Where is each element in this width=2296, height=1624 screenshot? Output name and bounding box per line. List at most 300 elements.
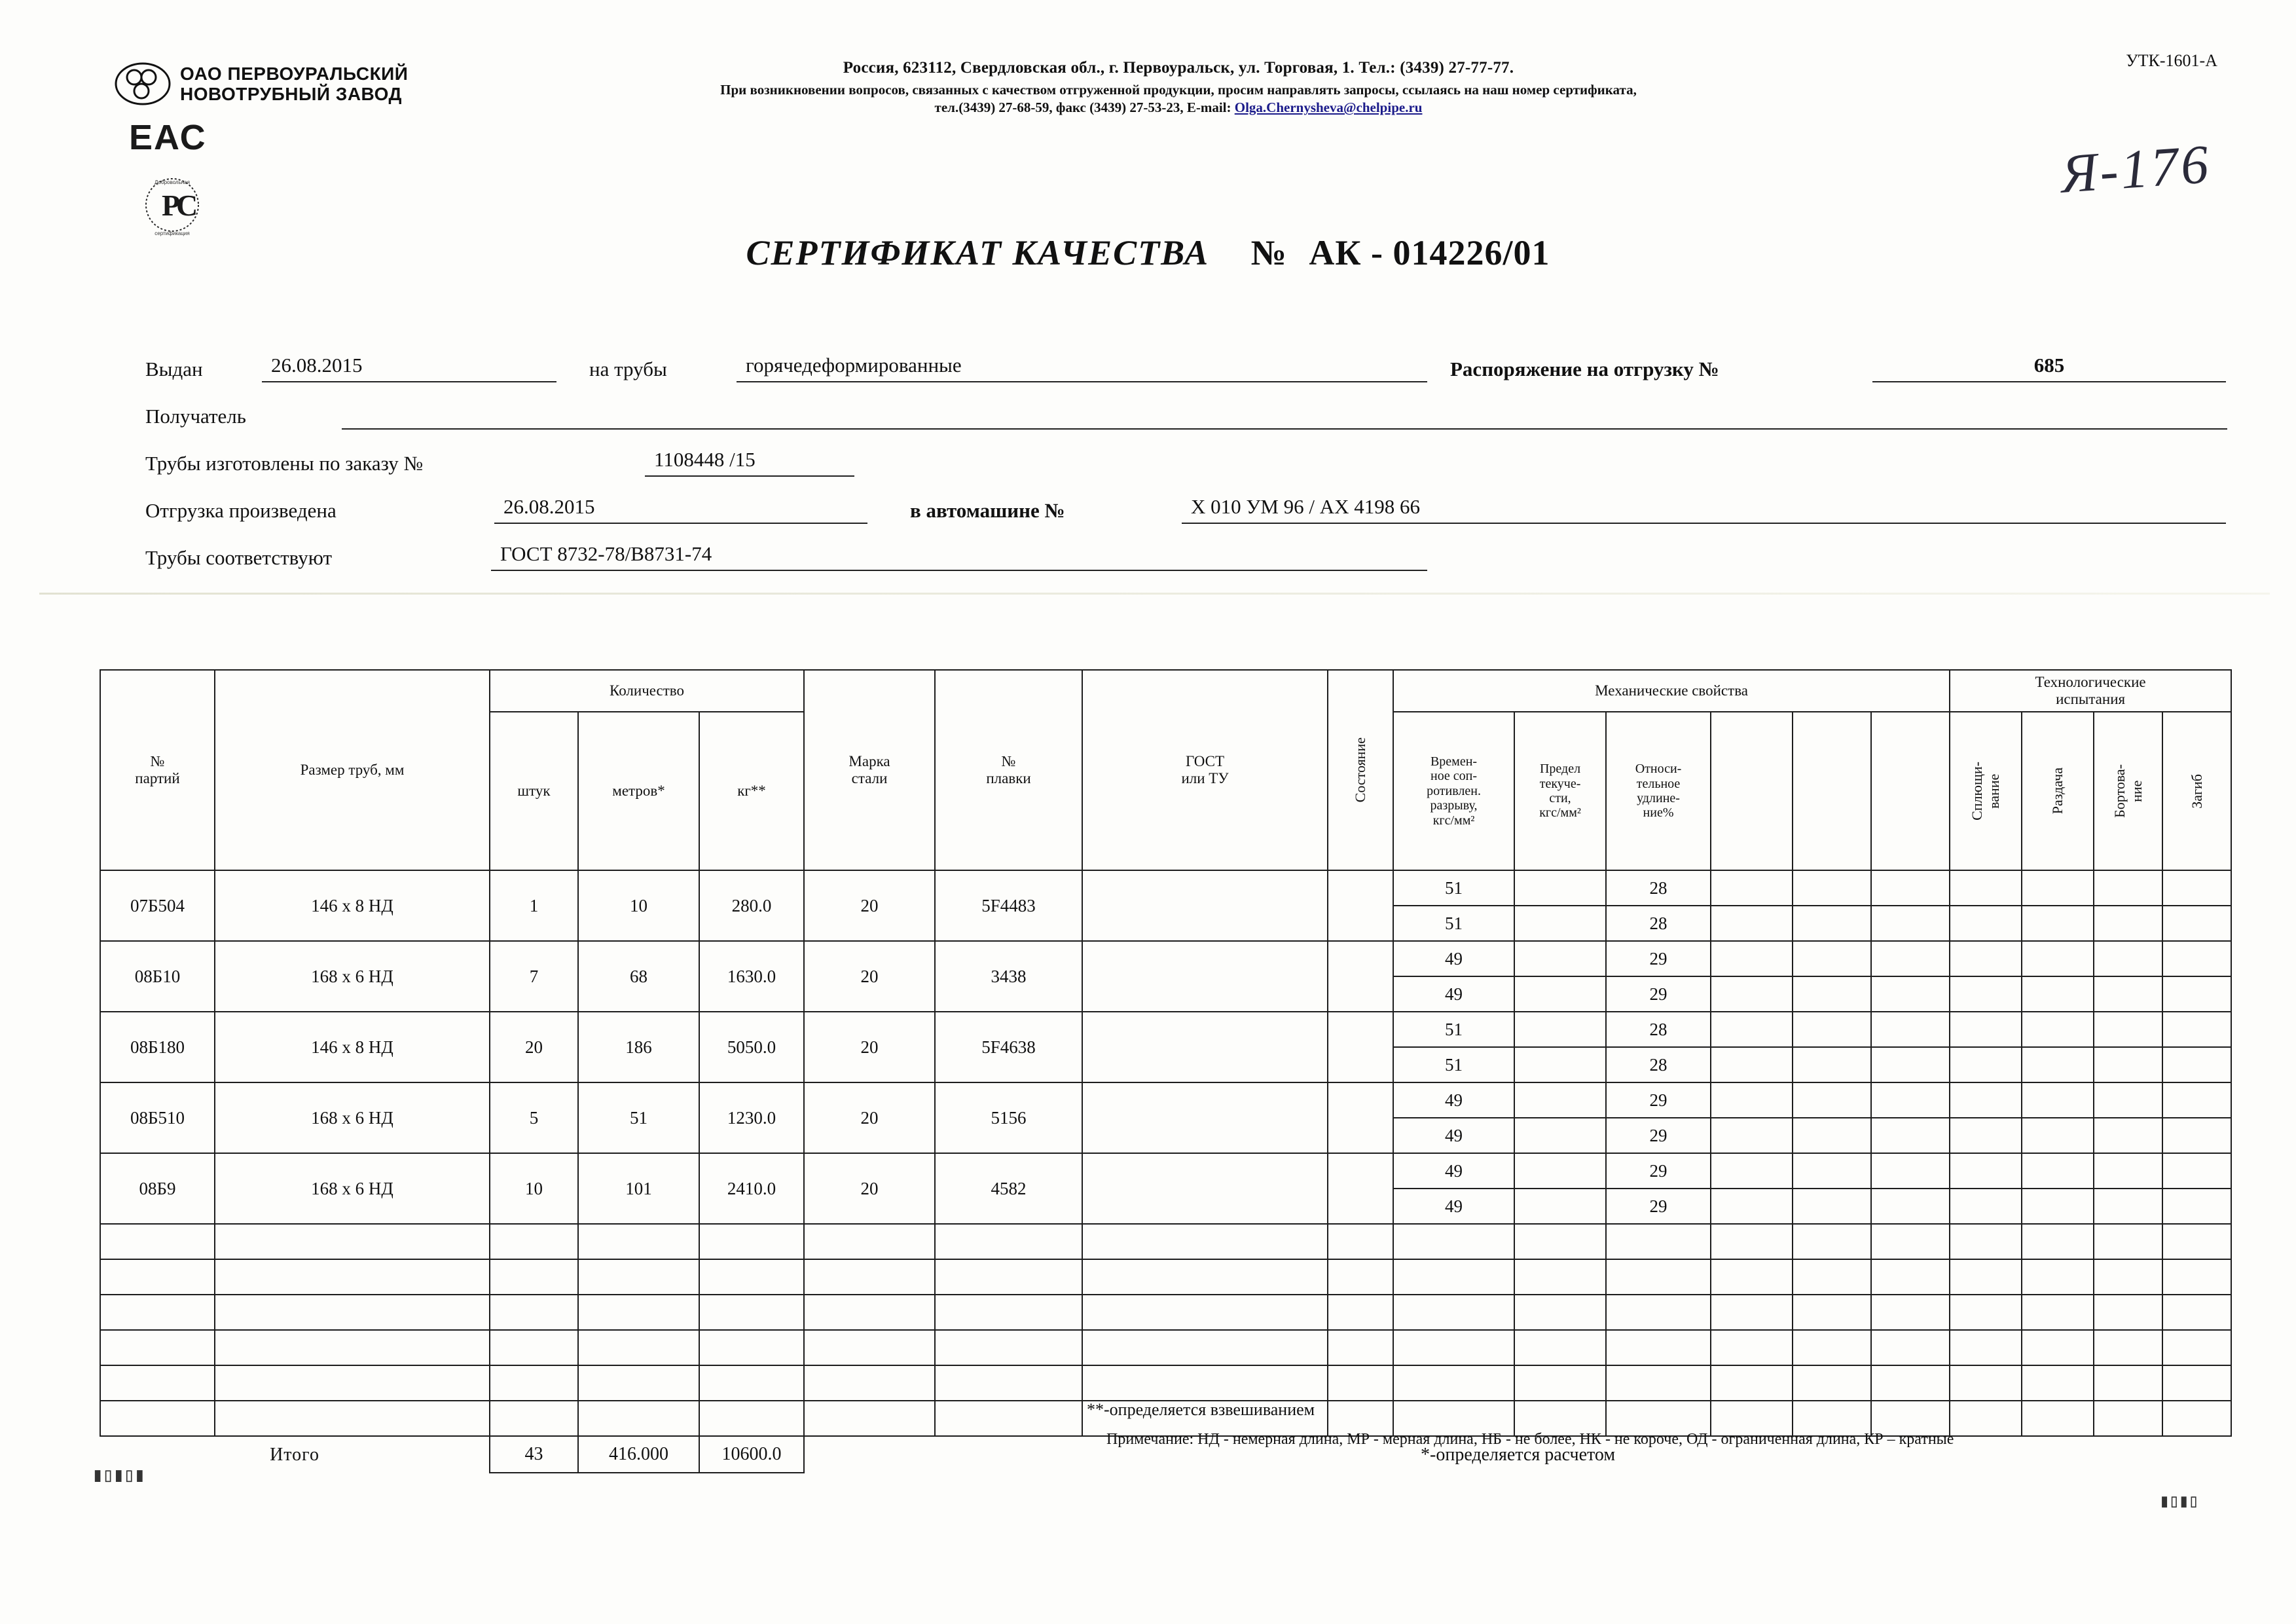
col-header-flanging-text: Бортова- ние (2111, 764, 2145, 818)
cell-empty (1328, 1295, 1393, 1330)
table-empty-row (100, 1224, 2231, 1259)
cell-empty (2094, 1330, 2162, 1365)
cell-flattening (1950, 1118, 2022, 1153)
cell-empty (1328, 1224, 1393, 1259)
cell-empty (2022, 1365, 2094, 1401)
cell-yield (1514, 906, 1606, 941)
cell-heat: 3438 (935, 941, 1082, 1012)
col-header-gost-l1: ГОСТ (1186, 752, 1225, 769)
cell-size: 146 х 8 НД (215, 1012, 490, 1082)
cell-extra-3 (1871, 906, 1950, 941)
cell-empty (699, 1259, 804, 1295)
cell-elongation: 29 (1606, 941, 1711, 976)
cell-empty (935, 1401, 1082, 1436)
col-header-expansion-text: Раздача (2049, 767, 2066, 815)
cell-empty (2022, 1295, 2094, 1330)
cell-pieces: 1 (490, 870, 578, 941)
form-row-receiver (0, 401, 2296, 448)
cell-extra-2 (1793, 1153, 1871, 1189)
cell-bending (2162, 1153, 2231, 1189)
col-header-tensile-l5: кгс/мм² (1432, 813, 1475, 828)
company-logo-block (115, 62, 455, 246)
cell-pieces: 20 (490, 1012, 578, 1082)
cell-yield (1514, 1012, 1606, 1047)
cell-extra-1 (1711, 1012, 1793, 1047)
cell-empty (2162, 1330, 2231, 1365)
cell-extra-2 (1793, 1047, 1871, 1082)
cell-elongation: 28 (1606, 906, 1711, 941)
total-pieces: 43 (490, 1436, 578, 1473)
col-header-yield-l4: кгс/мм² (1539, 805, 1581, 821)
cell-empty (490, 1259, 578, 1295)
cell-expansion (2022, 870, 2094, 906)
cell-empty (1328, 1330, 1393, 1365)
cell-empty (1393, 1295, 1514, 1330)
cell-empty (1393, 1224, 1514, 1259)
cell-flattening (1950, 870, 2022, 906)
cell-party: 08Б510 (100, 1082, 215, 1153)
cell-flanging (2094, 976, 2162, 1012)
cell-tensile: 49 (1393, 941, 1514, 976)
col-header-elongation (1606, 712, 1711, 870)
table-empty-row (100, 1259, 2231, 1295)
cell-yield (1514, 941, 1606, 976)
svg-text:С: С (176, 189, 198, 222)
cell-extra-2 (1793, 941, 1871, 976)
receiver-label: Получатель (145, 405, 246, 428)
cell-flattening (1950, 941, 2022, 976)
cell-empty (2094, 1224, 2162, 1259)
cell-size: 168 х 6 НД (215, 1153, 490, 1224)
cell-extra-2 (1793, 1189, 1871, 1224)
cell-empty (804, 1330, 935, 1365)
cell-empty (2162, 1259, 2231, 1295)
company-name-line2: НОВОТРУБНЫЙ ЗАВОД (180, 84, 402, 104)
col-header-extra-2 (1793, 712, 1871, 870)
cell-kg: 5050.0 (699, 1012, 804, 1082)
cell-yield (1514, 976, 1606, 1012)
cell-flanging (2094, 1082, 2162, 1118)
cell-empty (1793, 1295, 1871, 1330)
cell-empty (2162, 1365, 2231, 1401)
cell-elongation: 29 (1606, 976, 1711, 1012)
table-row (100, 1012, 2231, 1047)
cell-empty (1950, 1259, 2022, 1295)
cell-extra-1 (1711, 1189, 1793, 1224)
col-header-tech-l1: Технологические (2035, 673, 2146, 690)
cell-empty (215, 1224, 490, 1259)
cell-expansion (2022, 1047, 2094, 1082)
cell-empty (1514, 1259, 1606, 1295)
cell-tensile: 51 (1393, 1047, 1514, 1082)
cell-kg: 280.0 (699, 870, 804, 941)
col-header-tensile-l2: ное соп- (1430, 769, 1478, 784)
cell-flattening (1950, 1012, 2022, 1047)
cell-empty (1514, 1224, 1606, 1259)
table-empty-row (100, 1295, 2231, 1330)
pipes-type-label: на трубы (589, 358, 667, 380)
cell-expansion (2022, 1118, 2094, 1153)
cell-expansion (2022, 976, 2094, 1012)
issued-label: Выдан (145, 358, 203, 380)
address-phones: тел.(3439) 27-68-59, факс (3439) 27-53-23, E-mail: (934, 100, 1235, 116)
order-label: Трубы изготовлены по заказу № (145, 452, 424, 475)
vehicle-value[interactable]: Х 010 УМ 96 / АХ 4198 66 (1182, 495, 2226, 524)
cell-heat: 5F4638 (935, 1012, 1082, 1082)
table-row (100, 870, 2231, 906)
cell-empty (1606, 1365, 1711, 1401)
col-header-yield (1514, 712, 1606, 870)
cell-empty (100, 1330, 215, 1365)
cell-empty (1793, 1365, 1871, 1401)
cell-elongation: 28 (1606, 870, 1711, 906)
svg-text:сертификация: сертификация (155, 231, 190, 236)
col-header-elongation-l3: удлине- (1637, 791, 1680, 805)
col-header-quantity-group: Количество (490, 670, 804, 712)
col-header-steel-l1: Марка (848, 752, 890, 769)
form-row-issued (0, 354, 2296, 401)
total-kg: 10600.0 (699, 1436, 804, 1473)
col-header-tensile-l4: разрыву, (1430, 798, 1478, 813)
cell-extra-3 (1871, 976, 1950, 1012)
cell-empty (935, 1259, 1082, 1295)
cell-expansion (2022, 941, 2094, 976)
cell-party: 08Б180 (100, 1012, 215, 1082)
cell-empty (1606, 1295, 1711, 1330)
cell-empty (935, 1224, 1082, 1259)
cell-empty (699, 1401, 804, 1436)
cell-empty (1328, 1259, 1393, 1295)
cell-empty (100, 1365, 215, 1401)
cell-extra-3 (1871, 1153, 1950, 1189)
cell-extra-3 (1871, 1012, 1950, 1047)
cell-extra-3 (1871, 870, 1950, 906)
cell-empty (1606, 1330, 1711, 1365)
pipes-type-value[interactable]: горячедеформированные (737, 354, 1427, 382)
cell-empty (1393, 1365, 1514, 1401)
cell-extra-3 (1871, 941, 1950, 976)
col-header-yield-l2: текуче- (1539, 776, 1581, 791)
cell-extra-2 (1793, 1082, 1871, 1118)
cell-empty (1711, 1259, 1793, 1295)
cell-empty (935, 1330, 1082, 1365)
cell-bending (2162, 1082, 2231, 1118)
cell-empty (1082, 1259, 1328, 1295)
cell-empty (578, 1365, 699, 1401)
cell-state (1328, 941, 1393, 1012)
cell-extra-2 (1793, 1012, 1871, 1047)
cell-empty (2094, 1365, 2162, 1401)
company-address-block (589, 59, 1768, 116)
cell-elongation: 29 (1606, 1189, 1711, 1224)
order-value[interactable]: 1108448 /15 (645, 448, 854, 477)
certificate-table (100, 669, 2232, 1473)
col-header-gost-l2: или ТУ (1181, 770, 1229, 786)
shipment-value[interactable]: 26.08.2015 (494, 495, 867, 524)
cell-yield (1514, 870, 1606, 906)
cell-flattening (1950, 1189, 2022, 1224)
cell-extra-2 (1793, 870, 1871, 906)
cell-expansion (2022, 906, 2094, 941)
col-header-extra-1 (1711, 712, 1793, 870)
cell-expansion (2022, 1189, 2094, 1224)
cell-empty (1711, 1365, 1793, 1401)
cell-empty (1871, 1224, 1950, 1259)
cell-bending (2162, 870, 2231, 906)
col-header-state (1328, 670, 1393, 870)
cell-empty (1950, 1330, 2022, 1365)
cell-flanging (2094, 1012, 2162, 1047)
cell-steel: 20 (804, 1012, 935, 1082)
cell-yield (1514, 1118, 1606, 1153)
cell-meters: 51 (578, 1082, 699, 1153)
cell-empty (1793, 1224, 1871, 1259)
company-name (180, 64, 408, 105)
col-header-bending-wrap (2163, 716, 2231, 866)
cell-flanging (2094, 1047, 2162, 1082)
cell-flattening (1950, 1082, 2022, 1118)
cell-flanging (2094, 941, 2162, 976)
cell-yield (1514, 1047, 1606, 1082)
cell-flattening (1950, 1047, 2022, 1082)
cell-empty (1606, 1224, 1711, 1259)
col-header-size: Размер труб, мм (215, 670, 490, 870)
cell-yield (1514, 1082, 1606, 1118)
cell-empty (1393, 1330, 1514, 1365)
table-body (100, 870, 2231, 1436)
cell-extra-1 (1711, 906, 1793, 941)
cell-empty (215, 1401, 490, 1436)
cell-meters: 68 (578, 941, 699, 1012)
cell-empty (804, 1259, 935, 1295)
svg-text:Добровольная: Добровольная (155, 179, 190, 185)
cell-flattening (1950, 976, 2022, 1012)
cell-expansion (2022, 1082, 2094, 1118)
cell-gost (1082, 1082, 1328, 1153)
cell-empty (100, 1295, 215, 1330)
cell-gost (1082, 1012, 1328, 1082)
cell-empty (2022, 1259, 2094, 1295)
address-line-1: Россия, 623112, Свердловская обл., г. Первоуральск, ул. Торговая, 1. Тел.: (3439) 27-77-77. (843, 59, 1514, 77)
address-line-2: При возникновении вопросов, связанных с качеством отгруженной продукции, просим направлять запросы, ссылаясь на наш номер сертификата, (720, 82, 1637, 98)
cell-tensile: 49 (1393, 1118, 1514, 1153)
cell-extra-3 (1871, 1189, 1950, 1224)
col-header-bending-text: Загиб (2188, 773, 2205, 809)
cell-bending (2162, 1189, 2231, 1224)
cell-pieces: 7 (490, 941, 578, 1012)
total-meters: 416.000 (578, 1436, 699, 1473)
barcode-left: ▮▯▮▯▮ (92, 1466, 145, 1488)
cell-empty (490, 1224, 578, 1259)
page-title (0, 232, 2296, 273)
form-row-standard (0, 542, 2296, 589)
cell-empty (1082, 1224, 1328, 1259)
cell-tensile: 51 (1393, 870, 1514, 906)
cell-empty (490, 1330, 578, 1365)
col-header-tensile-l1: Времен- (1430, 754, 1478, 769)
cell-empty (1950, 1365, 2022, 1401)
cell-extra-1 (1711, 1047, 1793, 1082)
cell-extra-3 (1871, 1118, 1950, 1153)
cell-empty (1606, 1259, 1711, 1295)
cell-gost (1082, 941, 1328, 1012)
col-header-heat (935, 670, 1082, 870)
cell-heat: 4582 (935, 1153, 1082, 1224)
cell-empty (490, 1365, 578, 1401)
cell-bending (2162, 1118, 2231, 1153)
col-header-state-wrap (1328, 672, 1393, 868)
standard-value[interactable]: ГОСТ 8732-78/В8731-74 (491, 542, 1427, 571)
cell-empty (1514, 1330, 1606, 1365)
cell-party: 08Б9 (100, 1153, 215, 1224)
eac-mark: ЕАС (129, 118, 207, 157)
shipping-order-label: Распоряжение на отгрузку № (1450, 358, 1719, 380)
cell-empty (490, 1401, 578, 1436)
cell-empty (215, 1295, 490, 1330)
contact-email-link[interactable]: Olga.Chernysheva@chelpipe.ru (1234, 100, 1423, 116)
cell-flanging (2094, 1118, 2162, 1153)
cell-empty (699, 1365, 804, 1401)
scan-artifact-line (39, 593, 2270, 595)
col-header-flanging-wrap (2094, 716, 2162, 866)
cell-empty (1711, 1330, 1793, 1365)
cell-steel: 20 (804, 870, 935, 941)
cell-kg: 2410.0 (699, 1153, 804, 1224)
cell-empty (1950, 1224, 2022, 1259)
standard-label: Трубы соответствуют (145, 546, 333, 569)
col-header-flattening (1950, 712, 2022, 870)
cell-state (1328, 1012, 1393, 1082)
cell-extra-3 (1871, 1082, 1950, 1118)
cell-empty (699, 1330, 804, 1365)
form-fields (0, 354, 2296, 589)
cell-party: 08Б10 (100, 941, 215, 1012)
cell-empty (935, 1365, 1082, 1401)
cell-empty (1871, 1330, 1950, 1365)
col-header-steel (804, 670, 935, 870)
cell-empty (100, 1224, 215, 1259)
cell-empty (578, 1224, 699, 1259)
issued-value[interactable]: 26.08.2015 (262, 354, 556, 382)
cell-empty (1793, 1259, 1871, 1295)
cell-bending (2162, 1012, 2231, 1047)
cell-steel: 20 (804, 1082, 935, 1153)
cell-elongation: 28 (1606, 1047, 1711, 1082)
footnote-weighing: **-определяется взвешиванием (1087, 1400, 1315, 1419)
cell-empty (804, 1401, 935, 1436)
cell-extra-1 (1711, 1153, 1793, 1189)
cell-empty (1950, 1295, 2022, 1330)
address-line-3 (589, 100, 1768, 116)
cell-empty (578, 1330, 699, 1365)
page-title-number-label: № (1250, 233, 1287, 272)
cell-meters: 10 (578, 870, 699, 941)
col-header-heat-l2: плавки (986, 770, 1031, 786)
cell-empty (215, 1330, 490, 1365)
cell-tensile: 51 (1393, 1012, 1514, 1047)
cell-extra-2 (1793, 906, 1871, 941)
cell-empty (2162, 1224, 2231, 1259)
col-header-heat-l1: № (1001, 752, 1016, 769)
footnote-note: Примечание: НД - немерная длина, МР - мерная длина, НБ - не более, НК - не короче, ОД - ограниченная длина, КР – кратные (1106, 1431, 1954, 1448)
cell-meters: 101 (578, 1153, 699, 1224)
cell-expansion (2022, 1153, 2094, 1189)
cell-elongation: 29 (1606, 1118, 1711, 1153)
cell-party: 07Б504 (100, 870, 215, 941)
cell-steel: 20 (804, 1153, 935, 1224)
cell-empty (1711, 1295, 1793, 1330)
logo-row (115, 62, 455, 105)
col-header-state-text: Состояние (1352, 737, 1369, 803)
cell-kg: 1230.0 (699, 1082, 804, 1153)
cell-empty (490, 1295, 578, 1330)
cell-empty (578, 1295, 699, 1330)
col-header-yield-l3: сти, (1549, 791, 1571, 805)
cell-elongation: 29 (1606, 1153, 1711, 1189)
receiver-value[interactable] (342, 401, 2227, 430)
cell-extra-1 (1711, 941, 1793, 976)
cell-empty (935, 1295, 1082, 1330)
col-header-tech-group (1950, 670, 2231, 712)
cell-yield (1514, 1153, 1606, 1189)
cell-size: 146 х 8 НД (215, 870, 490, 941)
cell-empty (1082, 1295, 1328, 1330)
cell-empty (1871, 1365, 1950, 1401)
col-header-elongation-l1: Относи- (1635, 762, 1682, 777)
cell-gost (1082, 870, 1328, 941)
cell-flattening (1950, 906, 2022, 941)
cell-bending (2162, 1047, 2231, 1082)
table-empty-row (100, 1330, 2231, 1365)
barcode-right: ▮▯▮▯ (2159, 1492, 2198, 1513)
col-header-kg: кг** (699, 712, 804, 870)
cell-heat: 5F4483 (935, 870, 1082, 941)
cell-tensile: 49 (1393, 976, 1514, 1012)
cell-empty (1871, 1295, 1950, 1330)
vehicle-label: в автомашине № (910, 499, 1065, 522)
table-empty-row (100, 1365, 2231, 1401)
cell-empty (1082, 1365, 1328, 1401)
cell-expansion (2022, 1012, 2094, 1047)
col-header-elongation-l4: ние% (1643, 805, 1674, 821)
cell-meters: 186 (578, 1012, 699, 1082)
cell-tensile: 49 (1393, 1189, 1514, 1224)
shipping-order-value[interactable]: 685 (1872, 354, 2226, 382)
cell-empty (2162, 1295, 2231, 1330)
cell-flanging (2094, 906, 2162, 941)
cell-heat: 5156 (935, 1082, 1082, 1153)
cell-empty (804, 1295, 935, 1330)
col-header-steel-l2: стали (851, 770, 888, 786)
form-code: УТК-1601-А (2126, 51, 2217, 70)
col-header-party-l2: партий (135, 770, 180, 786)
cell-tensile: 49 (1393, 1082, 1514, 1118)
total-label: Итого (270, 1444, 319, 1465)
col-header-flattening-wrap (1950, 716, 2021, 866)
cell-empty (1871, 1259, 1950, 1295)
cell-empty (2022, 1330, 2094, 1365)
form-row-order (0, 448, 2296, 495)
cell-elongation: 28 (1606, 1012, 1711, 1047)
col-header-meters: метров* (578, 712, 699, 870)
col-header-yield-l1: Предел (1539, 762, 1581, 777)
cell-flattening (1950, 1153, 2022, 1189)
col-header-gost (1082, 670, 1328, 870)
col-header-flanging (2094, 712, 2162, 870)
col-header-tensile-l3: ротивлен. (1427, 783, 1481, 798)
col-header-flattening-text: Сплющи- вание (1969, 762, 2003, 821)
cell-pieces: 10 (490, 1153, 578, 1224)
